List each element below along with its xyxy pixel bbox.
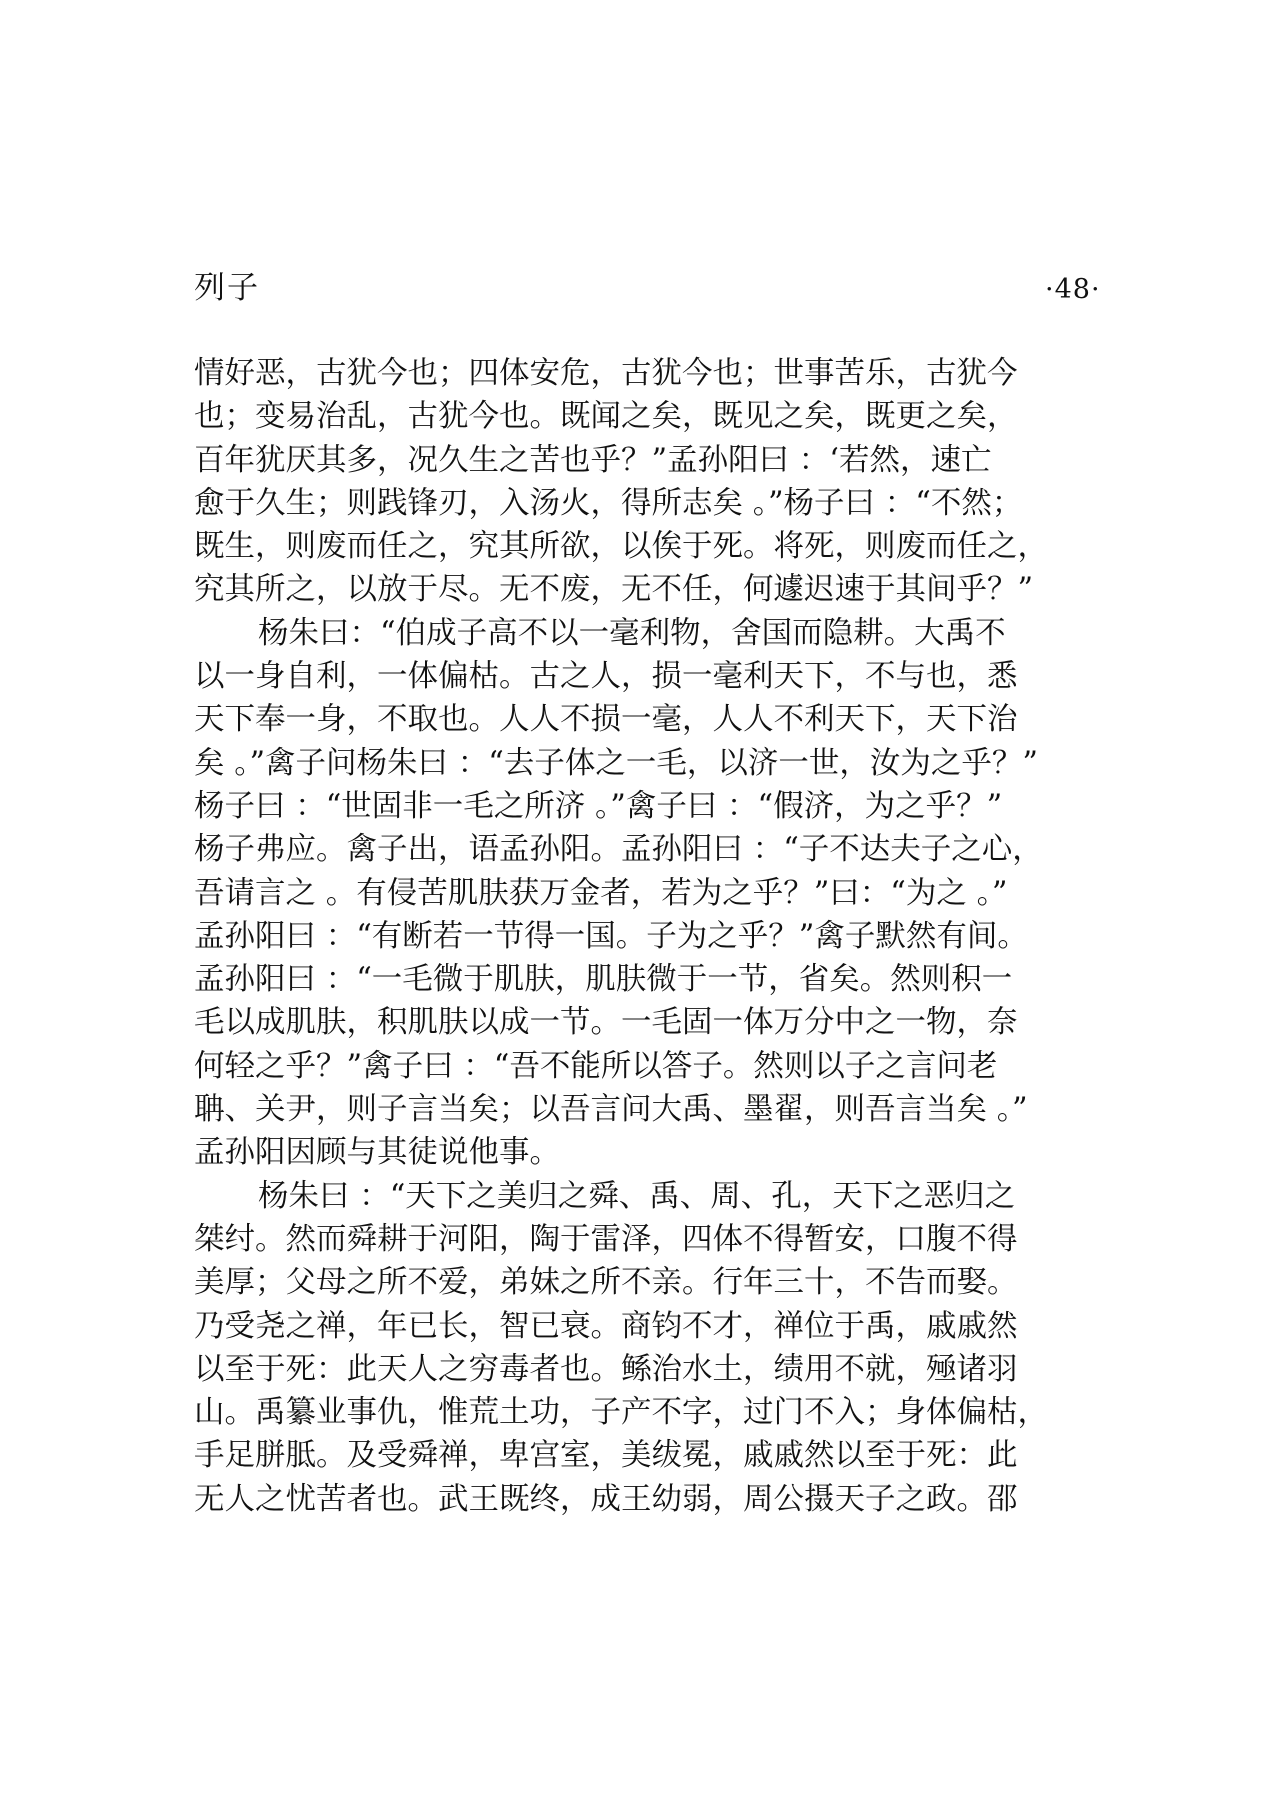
text-line: 究其所之，以放于尽。无不废，无不任，何遽迟速于其间乎？” — [194, 572, 1034, 608]
text-line: 杨朱曰：“伯成子高不以一毫利物，舍国而隐耕。大禹不 — [258, 615, 1006, 651]
text-line: 手足胼胝。及受舜禅，卑宫室，美绂冕，戚戚然以至于死：此 — [194, 1438, 1018, 1474]
text-line: 孟孙阳因顾与其徒说他事。 — [194, 1135, 560, 1171]
text-line: 矣 。”禽子问杨朱曰 ：“去子体之一毛，以济一世，汝为之乎？” — [194, 745, 1038, 781]
text-line: 无人之忧苦者也。武王既终，成王幼弱，周公摄天子之政。邵 — [194, 1481, 1018, 1517]
text-line: 吾请言之 。有侵苦肌肤获万金者，若为之乎？”曰：“为之 。” — [194, 875, 1008, 911]
text-line: 也；变易治乱，古犹今也。既闻之矣，既见之矣，既更之矣， — [194, 399, 1018, 435]
running-header-title: 列子 — [194, 270, 260, 306]
text-line: 以一身自利，一体偏枯。古之人，损一毫利天下，不与也，悉 — [194, 659, 1018, 695]
text-line: 桀纣。然而舜耕于河阳，陶于雷泽，四体不得暂安，口腹不得 — [194, 1221, 1018, 1257]
text-line: 毛以成肌肤，积肌肤以成一节。一毛固一体万分中之一物，奈 — [194, 1005, 1018, 1041]
text-line: 孟孙阳曰 ：“有断若一节得一国。子为之乎？”禽子默然有间。 — [194, 918, 1028, 954]
text-line: 天下奉一身，不取也。人人不损一毫，人人不利天下，天下治 — [194, 702, 1018, 738]
text-line: 既生，则废而任之，究其所欲，以俟于死。将死，则废而任之， — [194, 529, 1048, 565]
body-text — [194, 352, 1124, 1521]
text-line: 杨子曰 ：“世固非一毛之所济 。”禽子曰 ：“假济，为之乎？” — [194, 788, 1003, 824]
text-line: 美厚；父母之所不爱，弟妹之所不亲。行年三十，不告而娶。 — [194, 1265, 1018, 1301]
text-line: 山。禹纂业事仇，惟荒土功，子产不字，过门不入；身体偏枯， — [194, 1395, 1048, 1431]
text-line: 以至于死：此天人之穷毒者也。鲧治水土，绩用不就，殛诸羽 — [194, 1351, 1018, 1387]
text-line: 百年犹厌其多，况久生之苦也乎？”孟孙阳曰 ：‘若然，速亡 — [194, 442, 992, 478]
text-line: 愈于久生；则践锋刃，入汤火，得所志矣 。”杨子曰 ：“不然； — [194, 485, 1023, 521]
page-number: ·48· — [1045, 274, 1101, 305]
text-line: 孟孙阳曰 ：“一毛微于肌肤，肌肤微于一节，省矣。然则积一 — [194, 962, 1013, 998]
text-line: 乃受尧之禅，年已长，智已衰。商钧不才，禅位于禹，戚戚然 — [194, 1308, 1018, 1344]
text-line: 杨子弗应。禽子出，语孟孙阳。孟孙阳曰 ：“子不达夫子之心， — [194, 832, 1043, 868]
text-line: 杨朱曰 ：“天下之美归之舜、禹、周、孔，天下之恶归之 — [258, 1178, 1016, 1214]
text-line: 何轻之乎？”禽子曰 ：“吾不能所以答子。然则以子之言问老 — [194, 1048, 998, 1084]
text-line: 聃、关尹，则子言当矣；以吾言问大禹、墨翟，则吾言当矣 。” — [194, 1092, 1028, 1128]
text-line: 情好恶，古犹今也；四体安危，古犹今也；世事苦乐，古犹今 — [194, 356, 1018, 391]
